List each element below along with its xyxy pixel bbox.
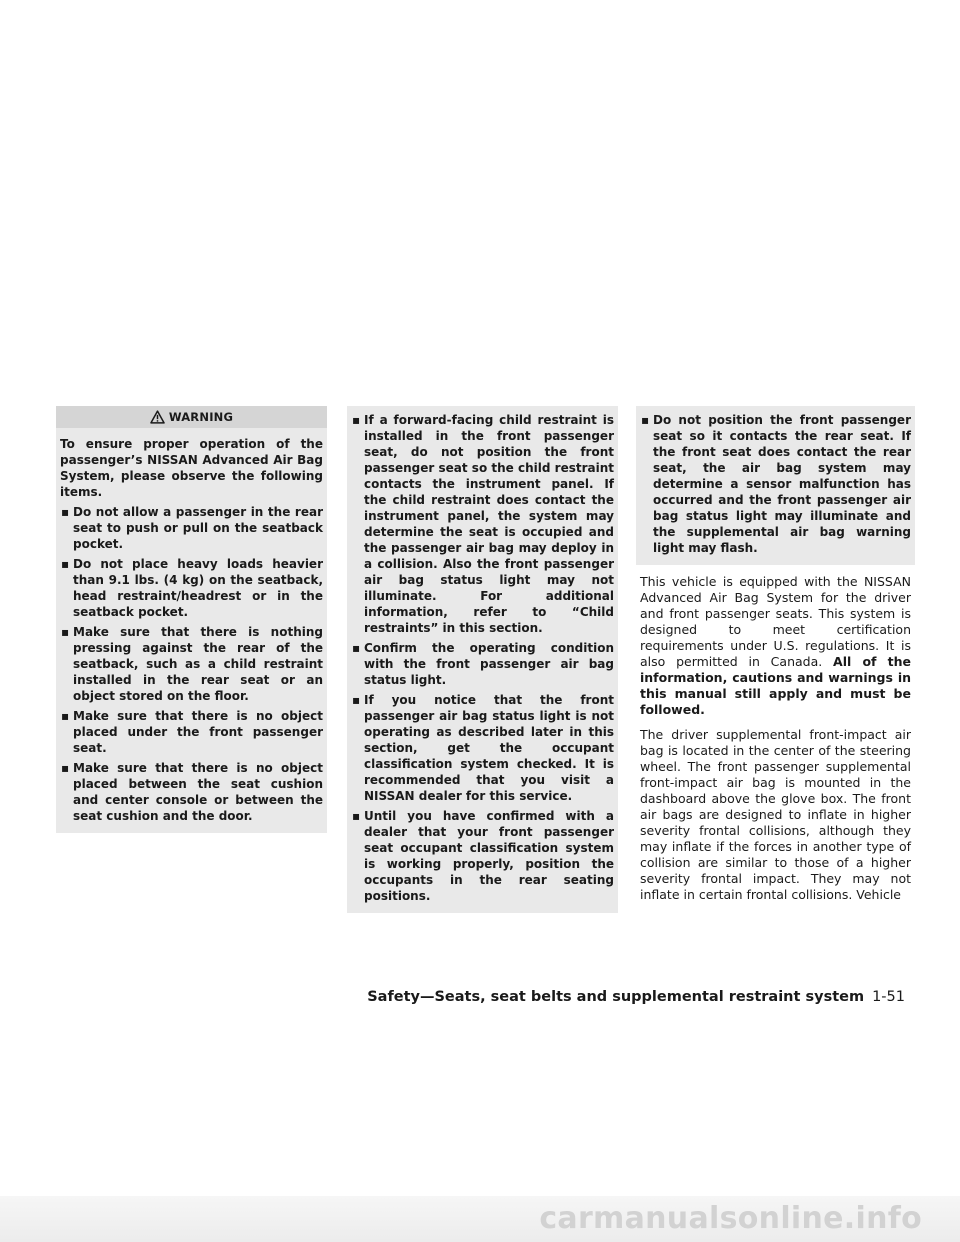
warning-list (640, 412, 911, 556)
warning-item: ▪ Make sure that there is no object placed between the seat cushion and center console or between the seat cushion and the door. (61, 761, 323, 823)
warning-item: ▪ If you notice that the front passenger air bag status light is not operating as described later in this section, get the occupant classification system checked. It is recommended that you visit a NISSAN dealer for this service. (352, 693, 614, 803)
page-footer (367, 989, 905, 1005)
column-middle (347, 406, 618, 913)
warning-box-continued (636, 406, 915, 565)
warning-title: WARNING (168, 410, 234, 424)
warning-intro: To ensure proper operation of the passenger’s NISSAN Advanced Air Bag System, please observe the following items. (60, 437, 323, 499)
warning-item: ▪ Make sure that there is nothing pressing against the rear of the seatback, such as a child restraint installed in the rear seat or an object stored on the floor. (61, 625, 323, 703)
column-left (56, 406, 327, 833)
warning-item: ▪ If a forward-facing child restraint is installed in the front passenger seat, do not position the front passenger seat so the child restraint contacts the instrument panel. If the child restraint does contact the instrument panel, the system may determine the seat is occupied and the passenger air bag may deploy in a collision. Also the front passenger air bag status light may not illuminate. For additional information, refer to “Child restraints” in this section. (352, 413, 614, 635)
warning-header (56, 406, 327, 428)
warning-list (351, 412, 614, 904)
body-paragraph: The driver supplemental front-impact air bag is located in the center of the steering wheel. The front passenger supplemental front-impact air bag is mounted in the dashboard above the glove box. The front air bags are designed to inflate in higher severity frontal collisions, although they may inflate if the forces in another type of collision are similar to those of a higher severity frontal impact. They may not inflate in certain frontal collisions. Vehicle (640, 727, 911, 902)
warning-box (56, 406, 327, 833)
column-right (640, 406, 911, 903)
page-number: 1-51 (872, 989, 905, 1005)
warning-list (60, 504, 323, 824)
warning-item: ▪ Make sure that there is no object placed under the front passenger seat. (61, 709, 323, 755)
watermark-text: carmanualsonline.info (539, 1201, 922, 1236)
warning-box-continued (347, 406, 618, 913)
warning-item: ▪ Do not allow a passenger in the rear seat to push or pull on the seatback pocket. (61, 505, 323, 551)
warning-item: ▪ Until you have confirmed with a dealer that your front passenger seat occupant classification system is working properly, position the occupants in the rear seating positions. (352, 809, 614, 903)
watermark-bar (0, 1196, 960, 1242)
footer-section-title: Safety—Seats, seat belts and supplemental restraint system (367, 989, 865, 1005)
warning-item: ▪ Do not position the front passenger seat so it contacts the rear seat. If the front seat does contact the rear seat, the air bag system may determine a sensor malfunction has occurred and the front passenger air bag status light may illuminate and the supplemental air bag warning light may flash. (641, 413, 911, 555)
warning-triangle-icon (150, 410, 165, 424)
body-paragraph: This vehicle is equipped with the NISSAN Advanced Air Bag System for the driver and front passenger seats. This system is designed to meet certification requirements under U.S. regulations. It is also permitted in Canada. All of the information, cautions and warnings in this manual still apply and must be followed. (640, 574, 911, 717)
warning-item: ▪ Do not place heavy loads heavier than 9.1 lbs. (4 kg) on the seatback, head restraint/headrest or in the seatback pocket. (61, 557, 323, 619)
warning-item: ▪ Confirm the operating condition with the front passenger air bag status light. (352, 641, 614, 687)
